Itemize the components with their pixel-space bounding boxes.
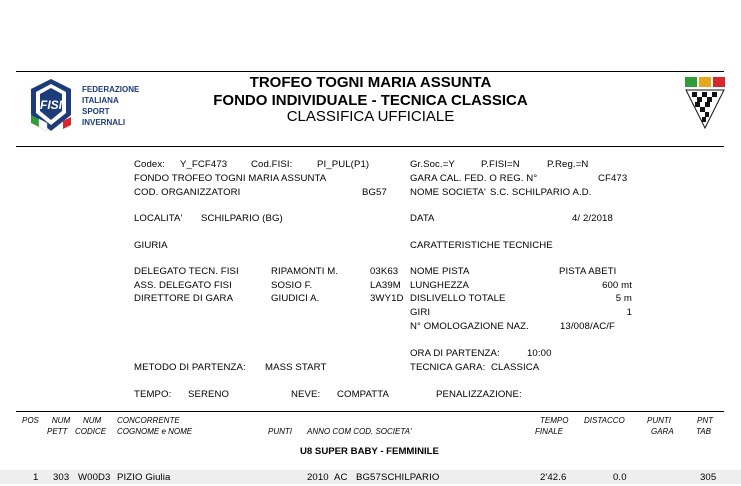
header-rule xyxy=(16,146,724,147)
giuria-heading: GIURIA xyxy=(134,240,168,251)
codorg-value: BG57 xyxy=(362,187,387,198)
ass-label: ASS. DELEGATO FISI xyxy=(134,280,232,291)
col-pnt: PNT xyxy=(697,416,713,425)
title-classifica: CLASSIFICA UFFICIALE xyxy=(286,108,455,125)
row-anno: 2010 xyxy=(307,472,329,483)
top-rule xyxy=(16,71,724,72)
ora-value: 10:00 xyxy=(527,348,552,359)
metodo-value: MASS START xyxy=(265,362,327,373)
row-societa: SCHILPARIO xyxy=(381,472,440,483)
giri-label: GIRI xyxy=(410,307,431,318)
data-value: 4/ 2/2018 xyxy=(572,213,613,224)
col-num-pett xyxy=(50,416,72,425)
col-punti: PUNTI xyxy=(268,427,292,436)
nomesoc-label: NOME SOCIETA' xyxy=(410,187,486,198)
dislivello-label: DISLIVELLO TOTALE xyxy=(410,293,506,304)
codfisi-value: PI_PUL(P1) xyxy=(317,159,370,170)
col-concorrente: CONCORRENTE xyxy=(117,416,180,425)
col-finale: FINALE xyxy=(535,427,564,436)
ora-label: ORA DI PARTENZA: xyxy=(410,348,500,359)
omolog-value: 13/008/AC/F xyxy=(560,321,615,332)
row-pett: 303 xyxy=(53,472,70,483)
col-pett: PETT xyxy=(47,427,68,436)
col-tempo: TEMPO xyxy=(540,416,569,425)
ass-name: SOSIO F. xyxy=(271,280,313,291)
svg-text:FISI: FISI xyxy=(39,98,63,112)
col-codice: CODICE xyxy=(75,427,107,436)
codorg-label: COD. ORGANIZZATORI xyxy=(134,187,241,198)
delegato-name: RIPAMONTI M. xyxy=(271,266,339,277)
neve-value: COMPATTA xyxy=(337,389,389,400)
garacal-value: CF473 xyxy=(598,173,628,184)
row-tab: 305 xyxy=(700,472,717,483)
dir-name: GIUDICI A. xyxy=(271,293,320,304)
col-cognome-nome: COGNOME e NOME xyxy=(117,427,193,436)
penal-label: PENALIZZAZIONE: xyxy=(436,389,522,400)
row-name: PIZIO Giulia xyxy=(117,472,171,483)
table-row xyxy=(0,470,741,484)
data-label: DATA xyxy=(410,213,435,224)
codfisi-label: Cod.FISI: xyxy=(251,159,293,170)
dir-label: DIRETTORE DI GARA xyxy=(134,293,234,304)
col-gara: GARA xyxy=(651,427,674,436)
dir-code: 3WY1D xyxy=(370,293,404,304)
table-top-rule xyxy=(16,411,724,412)
lunghezza-label: LUNGHEZZA xyxy=(410,280,470,291)
category-heading: U8 SUPER BABY - FEMMINILE xyxy=(300,446,439,457)
omolog-label: N° OMOLOGAZIONE NAZ. xyxy=(410,321,529,332)
localita-label: LOCALITA' xyxy=(134,213,183,224)
delegato-label: DELEGATO TECN. FISI xyxy=(134,266,239,277)
metodo-label: METODO DI PARTENZA: xyxy=(134,362,246,373)
preg-flag: P.Reg.=N xyxy=(547,159,589,170)
tecnica-value: CLASSICA xyxy=(491,362,540,373)
tempo-value: SERENO xyxy=(188,389,230,400)
race-name: FONDO TROFEO TOGNI MARIA ASSUNTA xyxy=(134,173,327,184)
neve-label: NEVE: xyxy=(291,389,321,400)
col-pos: POS xyxy=(22,416,39,425)
row-tempo: 2'42.6 xyxy=(540,472,567,483)
col-num-cod: NUM xyxy=(83,416,102,425)
checkered-shield-icon xyxy=(684,76,726,130)
codex-value: Y_FCF473 xyxy=(180,159,228,170)
row-com: AC xyxy=(334,472,348,483)
col-tab: TAB xyxy=(696,427,711,436)
fisi-name: FEDERAZIONE ITALIANA SPORT INVERNALI xyxy=(82,85,140,127)
row-codice: W00D3 xyxy=(78,472,111,483)
localita-value: SCHILPARIO (BG) xyxy=(201,213,283,224)
event-shield-logo xyxy=(684,76,726,135)
pista-value: PISTA ABETI xyxy=(559,266,617,277)
pista-label: NOME PISTA xyxy=(410,266,470,277)
row-cod: BG57 xyxy=(356,472,381,483)
dislivello-value: 5 m xyxy=(615,293,632,304)
col-anno-societa: ANNO COM COD. SOCIETA' xyxy=(307,427,412,436)
row-distacco: 0.0 xyxy=(613,472,627,483)
codex-label: Codex: xyxy=(134,159,165,170)
nomesoc-value: S.C. SCHILPARIO A.D. xyxy=(490,187,592,198)
lunghezza-value: 600 mt xyxy=(602,280,632,291)
caratteristiche-heading: CARATTERISTICHE TECNICHE xyxy=(410,240,553,251)
ass-code: LA39M xyxy=(370,280,401,291)
garacal-label: GARA CAL. FED. O REG. N° xyxy=(410,173,538,184)
tecnica-label: TECNICA GARA: xyxy=(410,362,486,373)
title-fondo: FONDO INDIVIDUALE - TECNICA CLASSICA xyxy=(213,92,528,109)
col-punti-gara: PUNTI xyxy=(647,416,671,425)
title-trofeo: TROFEO TOGNI MARIA ASSUNTA xyxy=(249,74,492,91)
pfisi-flag: P.FISI=N xyxy=(481,159,520,170)
row-pos: 1 xyxy=(33,472,39,483)
delegato-code: 03K63 xyxy=(370,266,399,277)
grsoc-flag: Gr.Soc.=Y xyxy=(410,159,455,170)
col-num-pett-line1: NUM xyxy=(51,416,71,425)
tempo-label: TEMPO: xyxy=(134,389,172,400)
giri-value: 1 xyxy=(626,307,632,318)
col-distacco: DISTACCO xyxy=(584,416,625,425)
